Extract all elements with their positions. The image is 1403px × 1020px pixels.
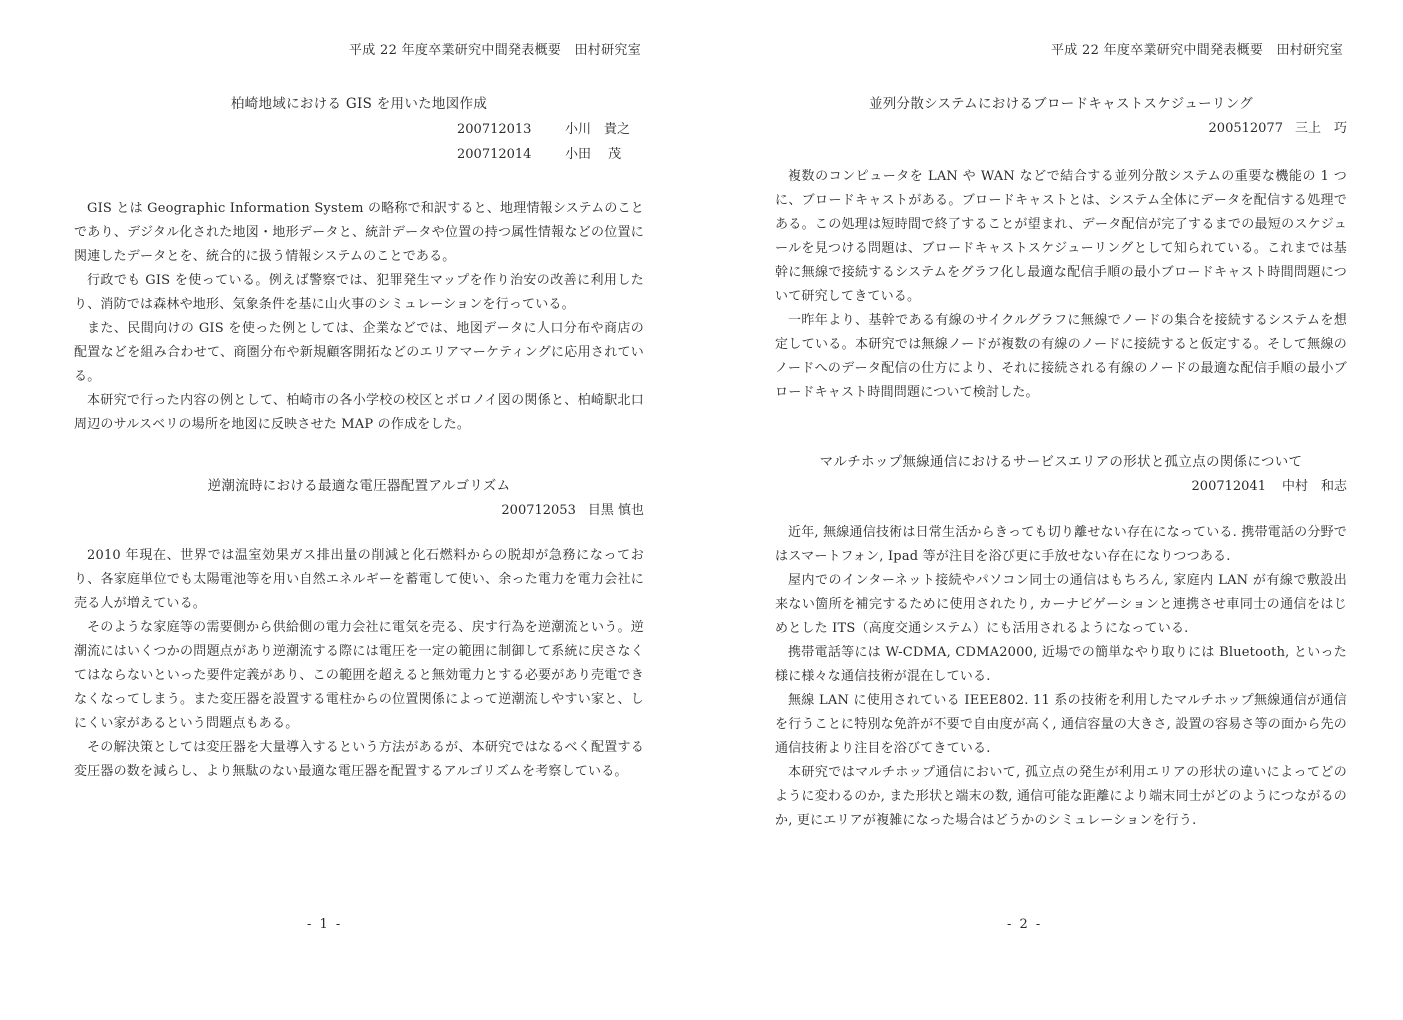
paragraph: 複数のコンピュータを LAN や WAN などで結合する並列分散システムの重要な機能の 1 つに、ブロードキャストがある。ブロードキャストとは、システム全体にデータを配信する処理である。この処理は短時間で終了することが望まれ、データ配信が完了するまでの最短のスケジュールを見つける問題は、ブロードキャストスケジューリングとして知られている。これまでは基幹に無線で接続するシステムをグラフ化し最適な配信手順の最小ブロードキャスト時間問題について研究してきている。 <box>775 169 1347 304</box>
page-header: 平成 22 年度卒業研究中間発表概要 田村研究室 <box>1050 43 1343 58</box>
paragraph: 2010 年現在、世界では温室効果ガス排出量の削減と化石燃料からの脱却が急務になっており、各家庭単位でも太陽電池等を用い自然エネルギーを蓄電して使い、余った電力を電力会社に売る人が増えている。 <box>74 548 644 611</box>
paragraph: また、民間向けの GIS を使った例としては、企業などでは、地図データに人口分布や商店の配置などを組み合わせて、商圏分布や新規顧客開拓などのエリアマーケティングに応用されている。 <box>74 321 644 384</box>
student-id: 200712014 <box>457 147 532 162</box>
paragraph: 近年, 無線通信技術は日常生活からきっても切り離せない存在になっている. 携帯電話の分野ではスマートフォン, Ipad 等が注目を浴び更に手放せない存在になりつつある. <box>775 525 1347 564</box>
paragraph: 本研究ではマルチホップ通信において, 孤立点の発生が利用エリアの形状の違いによってどのように変わるのか, また形状と端末の数, 通信可能な距離により端末同士がどのようにつながるのか, 更にエリアが複雑になった場合はどうかのシミュレーションを行う. <box>775 765 1347 828</box>
paragraph: その解決策としては変圧器を大量導入するという方法があるが、本研究ではなるべく配置する変圧器の数を減らし、より無駄のない最適な電圧器を配置するアルゴリズムを考察している。 <box>74 740 644 779</box>
student-id: 200712041 <box>1191 479 1266 494</box>
paragraph: 本研究で行った内容の例として、柏崎市の各小学校の校区とボロノイ図の関係と、柏崎駅北口周辺のサルスベリの場所を地図に反映させた MAP の作成をした。 <box>74 393 644 432</box>
author-name: 小川 貴之 <box>565 122 631 137</box>
page-number: - 2 - <box>1007 917 1043 932</box>
page-2 <box>702 0 1403 1020</box>
page-number: - 1 - <box>307 917 343 932</box>
abstract-body <box>74 197 644 437</box>
author-row <box>457 117 644 142</box>
abstract-reverse-flow <box>74 474 644 784</box>
author-row <box>775 474 1347 499</box>
paragraph: GIS とは Geographic Information System の略称で和訳すると、地理情報システムのことであり、デジタル化された地図・地形データと、統計データや位置の持つ属性情報などの位置に関連したデータとを、統合的に扱う情報システムのことである。 <box>74 201 644 264</box>
student-id: 200512077 <box>1208 121 1283 136</box>
abstract-title: 逆潮流時における最適な電圧器配置アルゴリズム <box>207 478 511 494</box>
author-name: 小田 茂 <box>565 147 622 162</box>
student-id: 200712053 <box>501 503 576 518</box>
abstract-body <box>74 544 644 784</box>
paragraph: 一昨年より、基幹である有線のサイクルグラフに無線でノードの集合を接続するシステムを想定している。本研究では無線ノードが複数の有線のノードに接続すると仮定する。そして無線のノードへのデータ配信の仕方により、それに接続される有線のノードの最適な配信手順の最小ブロードキャスト時間問題について検討した。 <box>775 313 1347 400</box>
abstract-body <box>775 165 1347 405</box>
abstract-multihop-wireless <box>775 450 1347 833</box>
paragraph: 無線 LAN に使用されている IEEE802. 11 系の技術を利用したマルチホップ無線通信が通信を行うことに特別な免許が不要で自由度が高く, 通信容量の大きさ, 設置の容易さ等の面から先の通信技術より注目を浴びてきている. <box>775 693 1347 756</box>
abstract-title: 柏崎地域における GIS を用いた地図作成 <box>230 96 488 112</box>
abstract-gis-map <box>74 92 644 437</box>
author-row <box>775 116 1347 141</box>
abstract-body <box>775 521 1347 833</box>
paragraph: 屋内でのインターネット接続やパソコン同士の通信はもちろん, 家庭内 LAN が有線で敷設出来ない箇所を補完するために使用されたり, カーナビゲーションと連携させ車同士の通信をはじめとした ITS（高度交通システム）にも活用されるようになっている. <box>775 573 1347 636</box>
author-list <box>457 117 644 167</box>
author-name: 中村 和志 <box>1281 479 1347 494</box>
paragraph: 行政でも GIS を使っている。例えば警察では、犯罪発生マップを作り治安の改善に利用したり、消防では森林や地形、気象条件を基に山火事のシミュレーションを行っている。 <box>74 273 644 312</box>
paragraph: そのような家庭等の需要側から供給側の電力会社に電気を売る、戻す行為を逆潮流という。逆潮流にはいくつかの問題点があり逆潮流する際には電圧を一定の範囲に制御して系統に戻さなくてはならないといった要件定義があり、この範囲を超えると無効電力とする必要があり売電できなくなってしまう。また変圧器を設置する電柱からの位置関係によって逆潮流しやすい家と、しにくい家があるという問題点もある。 <box>74 620 644 731</box>
author-name: 目黒 慎也 <box>587 503 644 518</box>
paragraph: 携帯電話等には W-CDMA, CDMA2000, 近場での簡単なやり取りには Bluetooth, といった様に様々な通信技術が混在している. <box>775 645 1347 684</box>
abstract-title: マルチホップ無線通信におけるサービスエリアの形状と孤立点の関係について <box>819 454 1303 470</box>
page-header: 平成 22 年度卒業研究中間発表概要 田村研究室 <box>348 43 641 58</box>
student-id: 200712013 <box>457 122 532 137</box>
abstract-broadcast-scheduling <box>775 92 1347 405</box>
author-row <box>457 142 644 167</box>
author-name: 三上 巧 <box>1294 121 1347 136</box>
abstract-title: 並列分散システムにおけるブロードキャストスケジューリング <box>868 96 1254 112</box>
author-row <box>74 498 644 523</box>
